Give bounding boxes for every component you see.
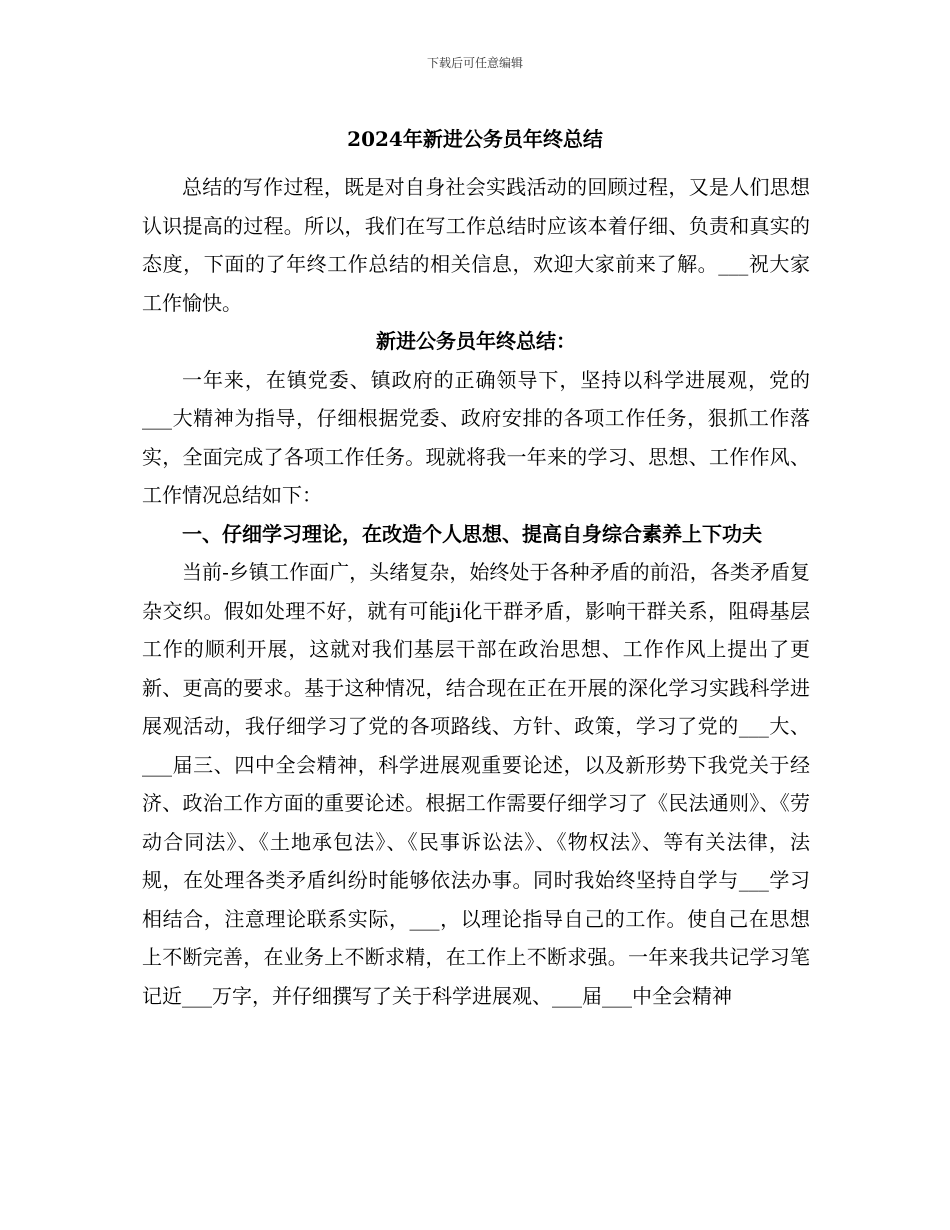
section-heading-1: 一、仔细学习理论，在改造个人思想、提高自身综合素养上下功夫 (182, 521, 762, 546)
document-title: 2024年新进公务员年终总结 (347, 127, 603, 151)
page-header-note: 下载后可任意编辑 (426, 56, 523, 70)
summary-subheading: 新进公务员年终总结： (376, 329, 576, 353)
body-paragraph-1: 一年来，在镇党委、镇政府的正确领导下，坚持以科学进展观，党的___大精神为指导，仔细根据党委、政府安排的各项工作任务，狠抓工作落实，全面完成了各项工作任务。现就将我一年来的学习、思想、工作作风、工作情况总结如下： (142, 367, 810, 507)
body-paragraph-2: 当前-乡镇工作面广，头绪复杂，始终处于各种矛盾的前沿，各类矛盾复杂交织。假如处理不好，就有可能ji化干群矛盾，影响干群关系，阻碍基层工作的顺利开展，这就对我们基层干部在政治思想、工作作风上提出了更新、更高的要求。基于这种情况，结合现在正在开展的深化学习实践科学进展观活动，我仔细学习了党的各项路线、方针、政策，学习了党的___大、___届三、四中全会精神，科学进展观重要论述，以及新形势下我党关于经济、政治工作方面的重要论述。根据工作需要仔细学习了《民法通则》、《劳动合同法》、《土地承包法》、《民事诉讼法》、《物权法》、等有关法律，法规，在处理各类矛盾纠纷时能够依法办事。同时我始终坚持自学与___学习相结合，注意理论联系实际，___，以理论指导自己的工作。使自己在思想上不断完善，在业务上不断求精，在工作上不断求强。一年来我共记学习笔记近___万字，并仔细撰写了关于科学进展观、___届___中全会精神 (142, 560, 810, 1008)
document-body (142, 168, 810, 1015)
intro-paragraph: 总结的写作过程，既是对自身社会实践活动的回顾过程，又是人们思想认识提高的过程。所以，我们在写工作总结时应该本着仔细、负责和真实的态度，下面的了年终工作总结的相关信息，欢迎大家前来了解。___祝大家工作愉快。 (142, 175, 810, 315)
